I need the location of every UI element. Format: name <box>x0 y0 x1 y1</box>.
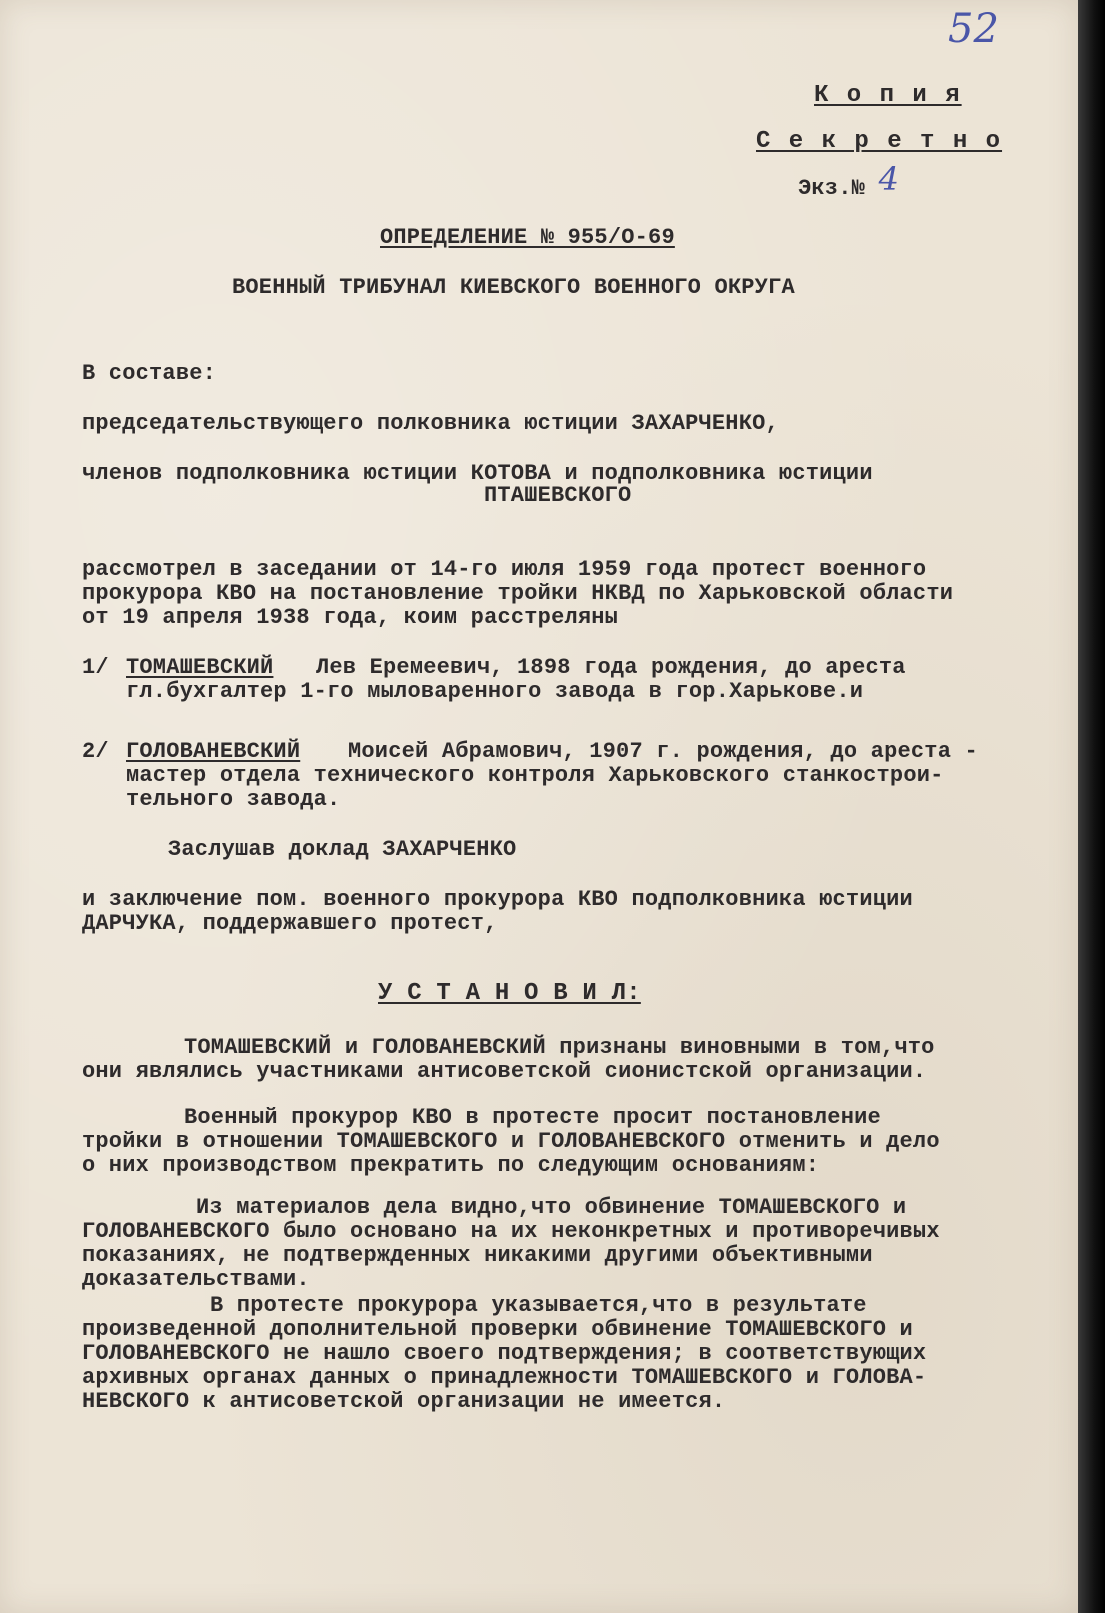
person-1-line-2: гл.бухгалтер 1-го мыловаренного завода в гор.Харькове.и <box>126 679 864 704</box>
established-p2-line-3: о них производством прекратить по следующим основаниям: <box>82 1153 820 1178</box>
established-p2-line-2: тройки в отношении ТОМАШЕВСКОГО и ГОЛОВАНЕВСКОГО отменить и дело <box>82 1129 940 1154</box>
hearing-conclusion-line-1: и заключение пом. военного прокурора КВО подполковника юстиции <box>82 887 913 912</box>
considered-line-1: рассмотрел в заседании от 14-го июля 1959 года протест военного <box>82 557 927 582</box>
person-2-line-1: Моисей Абрамович, 1907 г. рождения, до ареста - <box>348 739 978 764</box>
exemplar-number: 4 <box>878 160 899 198</box>
composition-label: В составе: <box>82 361 217 386</box>
established-p3-line-1: Из материалов дела видно,что обвинение ТОМАШЕВСКОГО и <box>196 1195 907 1220</box>
person-1-line-1: Лев Еремеевич, 1898 года рождения, до ареста <box>316 655 906 680</box>
person-1-name: ТОМАШЕВСКИЙ <box>126 655 274 680</box>
hearing-report: Заслушав доклад ЗАХАРЧЕНКО <box>168 837 517 862</box>
established-p4-line-3: ГОЛОВАНЕВСКОГО не нашло своего подтверждения; в соответствующих <box>82 1341 927 1366</box>
established-heading: У С Т А Н О В И Л: <box>378 980 641 1007</box>
person-2-line-2: мастер отдела технического контроля Харьковского станкострои- <box>126 763 944 788</box>
established-p2-line-1: Военный прокурор КВО в протесте просит постановление <box>184 1105 881 1130</box>
established-p4-line-5: НЕВСКОГО к антисоветской организации не имеется. <box>82 1389 726 1414</box>
established-p4-line-2: произведенной дополнительной проверки обвинение ТОМАШЕВСКОГО и <box>82 1317 913 1342</box>
person-2-number: 2/ <box>82 739 109 764</box>
hearing-conclusion-line-2: ДАРЧУКА, поддержавшего протест, <box>82 911 498 936</box>
established-p1-line-1: ТОМАШЕВСКИЙ и ГОЛОВАНЕВСКИЙ признаны виновными в том,что <box>184 1035 935 1060</box>
composition-members-line-1: членов подполковника юстиции КОТОВА и подполковника юстиции <box>82 461 873 486</box>
secret-stamp: С е к р е т н о <box>756 128 1003 155</box>
established-p4-line-1: В протесте прокурора указывается,что в результате <box>210 1293 867 1318</box>
established-p3-line-3: показаниях, не подтвержденных никакими другими объективными <box>82 1243 873 1268</box>
composition-chair: председательствующего полковника юстиции ЗАХАРЧЕНКО, <box>82 411 779 436</box>
established-p3-line-2: ГОЛОВАНЕВСКОГО было основано на их неконкретных и противоречивых <box>82 1219 940 1244</box>
considered-line-2: прокурора КВО на постановление тройки НКВД по Харьковской области <box>82 581 954 606</box>
decision-title: ОПРЕДЕЛЕНИЕ № 955/О-69 <box>380 225 675 250</box>
tribunal-title: ВОЕННЫЙ ТРИБУНАЛ КИЕВСКОГО ВОЕННОГО ОКРУГА <box>232 275 795 300</box>
person-2-line-3: тельного завода. <box>126 787 341 812</box>
exemplar-line <box>798 160 899 202</box>
established-p1-line-2: они являлись участниками антисоветской сионистской организации. <box>82 1059 927 1084</box>
person-2-name: ГОЛОВАНЕВСКИЙ <box>126 739 301 764</box>
copy-stamp: К о п и я <box>814 82 962 109</box>
scan-edge <box>1078 0 1105 1613</box>
page-number: 52 <box>948 6 999 52</box>
exemplar-label: Экз.№ <box>798 176 866 201</box>
person-1-number: 1/ <box>82 655 109 680</box>
established-p3-line-4: доказательствами. <box>82 1267 310 1292</box>
established-p4-line-4: архивных органах данных о принадлежности ТОМАШЕВСКОГО и ГОЛОВА- <box>82 1365 927 1390</box>
considered-line-3: от 19 апреля 1938 года, коим расстреляны <box>82 605 619 630</box>
composition-members-line-2: ПТАШЕВСКОГО <box>484 483 632 508</box>
